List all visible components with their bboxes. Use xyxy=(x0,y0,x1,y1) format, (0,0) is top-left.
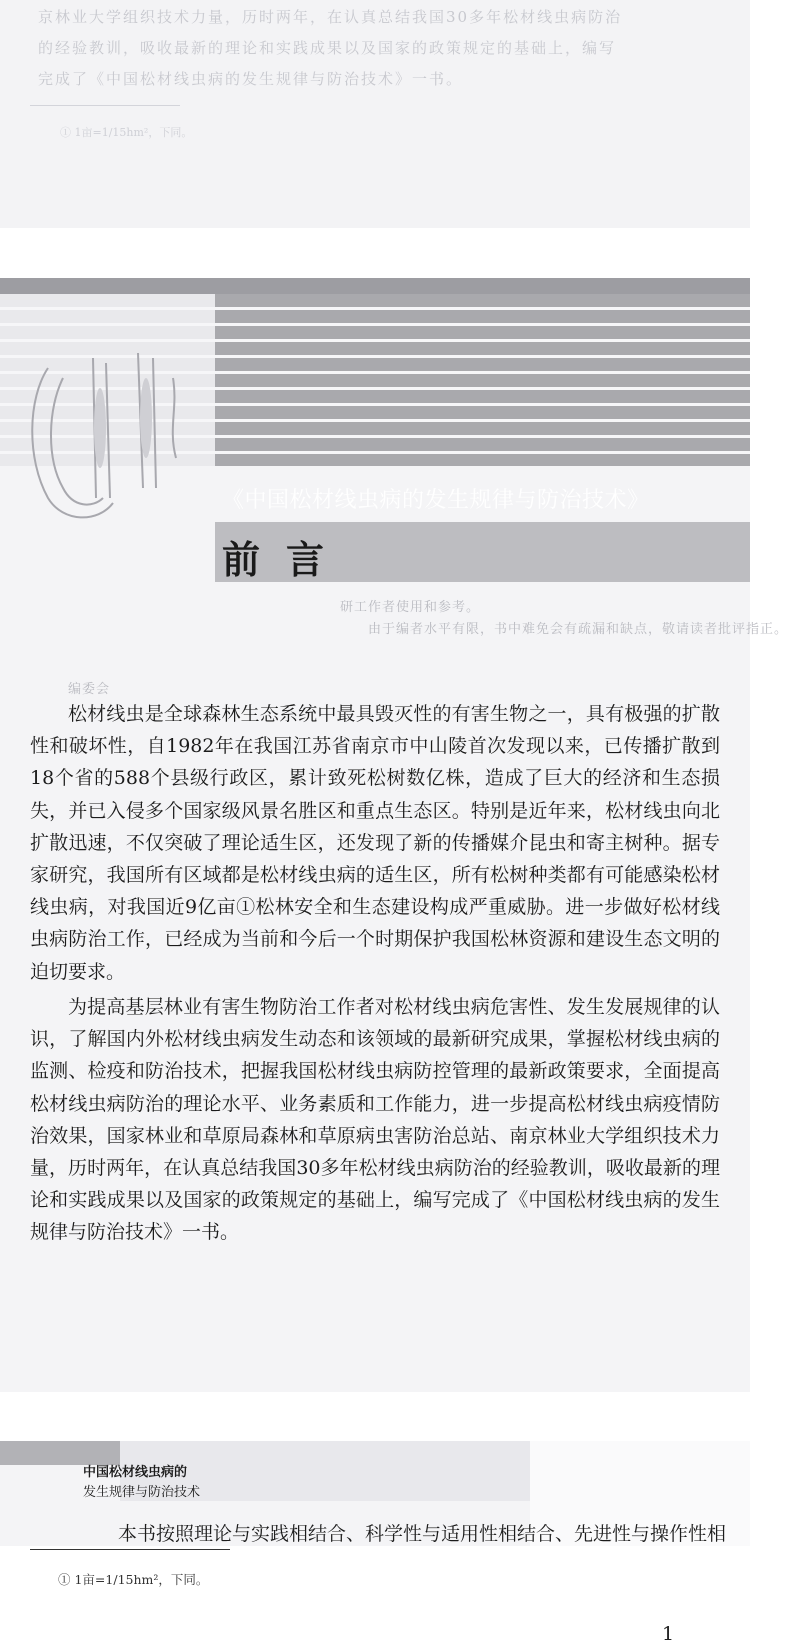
footnote: ① 1亩=1/15hm²，下同。 xyxy=(58,1572,209,1587)
body-text-line: 本书按照理论与实践相结合、科学性与适用性相结合、先进性与操作性相 xyxy=(118,1523,727,1545)
faded-footnote: ① 1亩=1/15hm²，下同。 xyxy=(60,126,193,139)
nematode-illustration xyxy=(18,338,218,528)
paragraph: 松材线虫是全球森林生态系统中最具毁灭性的有害生物之一，具有极强的扩散性和破坏性，自1982年在我国江苏省南京市中山陵首次发现以来，已传播扩散到18个省的588个县级行政区，累计致死松树数亿株，造成了巨大的经济和生态损失，并已入侵多个国家级风景名胜区和重点生态区。特别是近年来，松材线虫向北扩散迅速，不仅突破了理论适生区，还发现了新的传播媒介昆虫和寄主树种。据专家研究，我国所有区域都是松材线虫病的适生区，所有松树种类都有可能感染松材线虫病，对我国近9亿亩①松林安全和生态建设构成严重威胁。进一步做好松材线虫病防治工作，已经成为当前和今后一个时期保护我国松林资源和建设生态文明的迫切要求。 xyxy=(30,703,720,983)
bleed-through-text: 编委会 xyxy=(68,682,111,697)
header-stripes-dark xyxy=(215,278,750,466)
faded-text-line: 完成了《中国松材线虫病的发生规律与防治技术》一书。 xyxy=(38,70,464,88)
page-title: 前言 xyxy=(222,538,351,582)
bleed-through-text: 研工作者使用和参考。 xyxy=(340,600,481,615)
running-subtitle: 发生规律与防治技术 xyxy=(83,1485,201,1500)
bleed-through-text: 由于编者水平有限，书中难免会有疏漏和缺点，敬请读者批评指正。 xyxy=(368,622,788,637)
faded-text-line: 的经验教训，吸收最新的理论和实践成果以及国家的政策规定的基础上，编写 xyxy=(38,39,617,57)
page-number: 1 xyxy=(662,1623,675,1645)
footnote-rule xyxy=(30,1549,230,1550)
book-title: 《中国松材线虫病的发生规律与防治技术》 xyxy=(222,488,650,513)
running-title: 中国松材线虫病的 xyxy=(83,1465,188,1480)
footnote-rule xyxy=(30,105,180,106)
previous-page xyxy=(0,0,750,228)
next-page xyxy=(0,1441,750,1546)
header-top-band xyxy=(0,278,750,294)
paragraph: 为提高基层林业有害生物防治工作者对松材线虫病危害性、发生发展规律的认识，了解国内外松材线虫病发生动态和该领域的最新研究成果，掌握松材线虫病的监测、检疫和防治技术，把握我国松材线虫病防控管理的最新政策要求，全面提高松材线虫病防治的理论水平、业务素质和工作能力，进一步提高松材线虫病疫情防治效果，国家林业和草原局森林和草原病虫害防治总站、南京林业大学组织技术力量，历时两年，在认真总结我国30多年松材线虫病防治的经验教训，吸收最新的理论和实践成果以及国家的政策规定的基础上，编写完成了《中国松材线虫病的发生规律与防治技术》一书。 xyxy=(30,996,720,1244)
faded-text-line: 京林业大学组织技术力量，历时两年，在认真总结我国30多年松材线虫病防治 xyxy=(38,8,623,26)
